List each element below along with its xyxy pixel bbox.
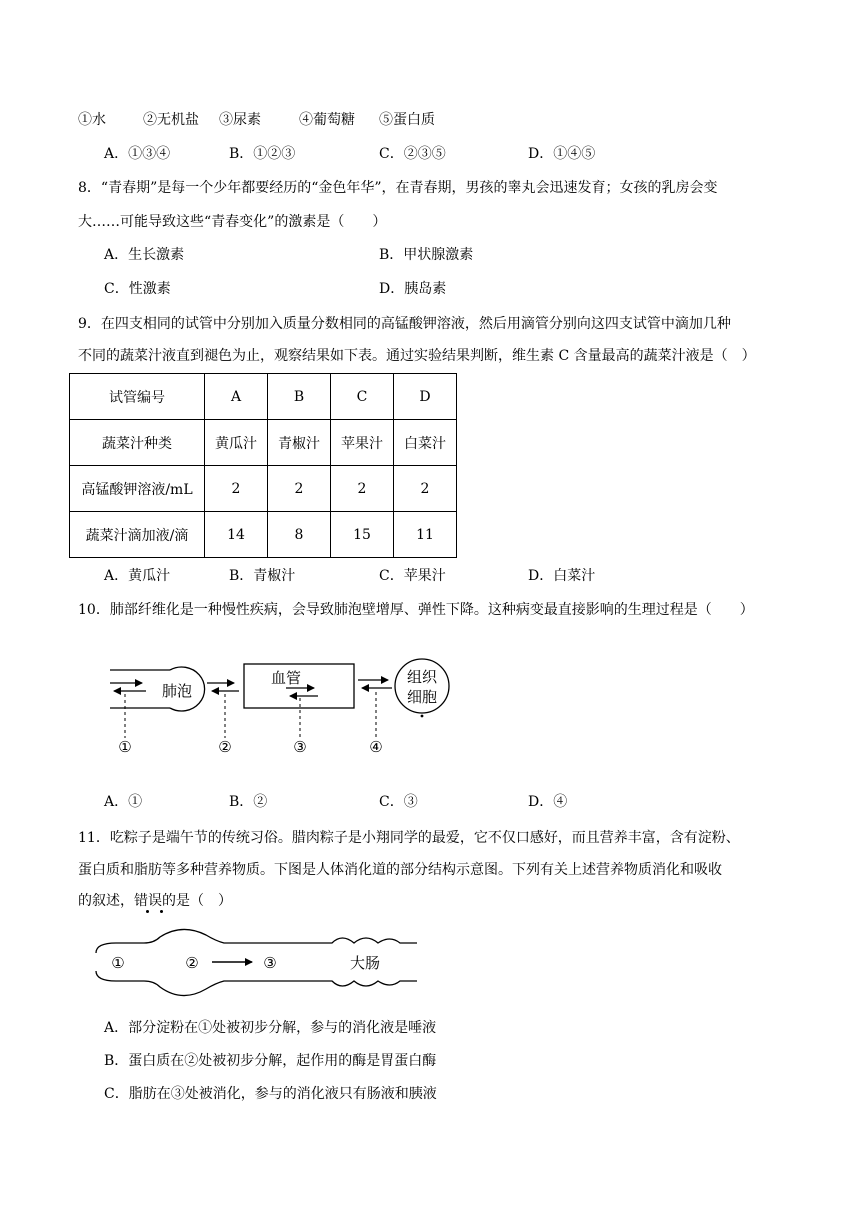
table-cell: 2 (205, 466, 268, 512)
tract-marker-3: ③ (263, 954, 277, 972)
q10-option-b[interactable]: B．② (229, 794, 268, 810)
q11-digestive-tract-diagram (92, 925, 422, 1013)
q11-option-a[interactable]: A．部分淀粉在①处被初步分解，参与的消化液是唾液 (104, 1020, 437, 1036)
table-cell: 2 (394, 466, 457, 512)
q11-stem-line3: 的叙述，错误的是（ ） (78, 893, 232, 909)
marker-2: ② (218, 738, 232, 756)
q9-option-b[interactable]: B．青椒汁 (229, 568, 296, 584)
q9-option-a[interactable]: A．黄瓜汁 (104, 568, 171, 584)
table-cell: C (331, 374, 394, 420)
q7-item-1: ①水 (78, 112, 106, 128)
large-intestine-label: 大肠 (350, 954, 381, 972)
q9-stem-line1: 9．在四支相同的试管中分别加入质量分数相同的高锰酸钾溶液，然后用滴管分别向这四支试管中滴加几种 (78, 316, 731, 332)
table-row (70, 512, 457, 558)
q9-result-table (69, 373, 457, 558)
q7-option-a[interactable]: A．①③④ (104, 146, 171, 162)
q7-option-c[interactable]: C．②③⑤ (379, 146, 446, 162)
table-cell: A (205, 374, 268, 420)
emphasis-dot (160, 910, 163, 913)
tract-outline-top (96, 929, 417, 953)
q7-item-2: ②无机盐 (143, 112, 199, 128)
tract-marker-2: ② (185, 954, 199, 972)
exchange-arrows-1 (110, 683, 146, 691)
q8-option-d[interactable]: D．胰岛素 (379, 281, 447, 297)
q7-item-4: ④葡萄糖 (299, 112, 355, 128)
q8-stem-line1: 8．“青春期”是每一个少年都要经历的“金色年华”，在青春期，男孩的睾丸会迅速发育；女孩的乳房会变 (78, 180, 718, 196)
table-cell: 蔬菜汁种类 (70, 420, 205, 466)
q10-stem-line1: 10．肺部纤维化是一种慢性疾病，会导致肺泡壁增厚、弹性下降。这种病变最直接影响的生理过程是（ ） (78, 602, 754, 618)
q7-option-d[interactable]: D．①④⑤ (528, 146, 596, 162)
exchange-arrows-2 (207, 683, 239, 691)
tissue-cell-label-1: 组织 (406, 668, 438, 686)
dot-mark (421, 715, 424, 718)
table-cell: 试管编号 (70, 374, 205, 420)
q11-stem-line2: 蛋白质和脂肪等多种营养物质。下图是人体消化道的部分结构示意图。下列有关上述营养物质消化和吸收 (78, 862, 722, 878)
table-cell: 高锰酸钾溶液/mL (70, 466, 205, 512)
table-cell: 白菜汁 (394, 420, 457, 466)
q7-option-b[interactable]: B．①②③ (229, 146, 296, 162)
marker-4: ④ (369, 738, 383, 756)
exchange-arrows-4 (358, 680, 392, 688)
marker-3: ③ (293, 738, 307, 756)
table-cell: D (394, 374, 457, 420)
alveolus-label: 肺泡 (162, 682, 193, 700)
q8-stem-line2: 大……可能导致这些“青春变化”的激素是（ ） (78, 214, 387, 230)
table-cell: 苹果汁 (331, 420, 394, 466)
marker-1: ① (118, 738, 132, 756)
q9-option-d[interactable]: D．白菜汁 (528, 568, 596, 584)
q7-item-5: ⑤蛋白质 (379, 112, 435, 128)
q10-option-a[interactable]: A．① (104, 794, 143, 810)
q10-option-d[interactable]: D．④ (528, 794, 568, 810)
q11-option-c[interactable]: C．脂肪在③处被消化，参与的消化液只有肠液和胰液 (104, 1086, 437, 1102)
q7-item-3: ③尿素 (219, 112, 261, 128)
exchange-arrows-3 (286, 688, 318, 696)
table-cell: 2 (331, 466, 394, 512)
table-cell: 青椒汁 (268, 420, 331, 466)
table-cell: 11 (394, 512, 457, 558)
tissue-cell-label-2: 细胞 (406, 688, 438, 706)
table-cell: 黄瓜汁 (205, 420, 268, 466)
table-cell: 2 (268, 466, 331, 512)
table-cell: 14 (205, 512, 268, 558)
q8-option-c[interactable]: C．性激素 (104, 281, 171, 297)
table-cell: 蔬菜汁滴加液/滴 (70, 512, 205, 558)
tract-outline-bottom (96, 971, 417, 996)
q8-option-b[interactable]: B．甲状腺激素 (379, 247, 474, 263)
q11-stem-line1: 11．吃粽子是端午节的传统习俗。腊肉粽子是小翔同学的最爱，它不仅口感好，而且营养丰富，含有淀粉、 (78, 830, 740, 846)
table-cell: 8 (268, 512, 331, 558)
table-cell: B (268, 374, 331, 420)
table-row (70, 420, 457, 466)
q10-gas-exchange-diagram (100, 650, 460, 760)
table-row (70, 374, 457, 420)
vessel-label: 血管 (271, 669, 302, 687)
tract-marker-1: ① (111, 954, 125, 972)
emphasis-dot (146, 910, 149, 913)
table-row (70, 466, 457, 512)
q11-option-b[interactable]: B．蛋白质在②处被初步分解，起作用的酶是胃蛋白酶 (104, 1053, 437, 1069)
q10-option-c[interactable]: C．③ (379, 794, 418, 810)
q8-option-a[interactable]: A．生长激素 (104, 247, 185, 263)
table-cell: 15 (331, 512, 394, 558)
q9-option-c[interactable]: C．苹果汁 (379, 568, 446, 584)
q9-stem-line2: 不同的蔬菜汁液直到褪色为止，观察结果如下表。通过实验结果判断，维生素 C 含量最高的蔬菜汁液是（ ） (78, 348, 756, 364)
